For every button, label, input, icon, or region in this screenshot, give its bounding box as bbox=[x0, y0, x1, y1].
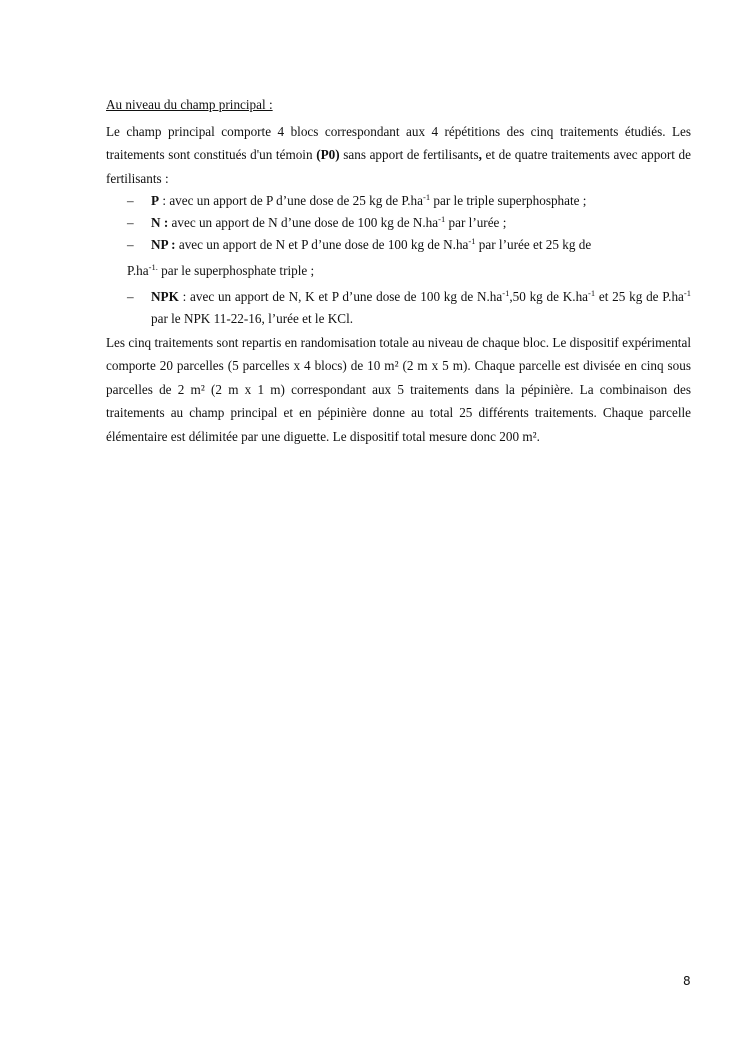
list-dash: – bbox=[127, 215, 134, 230]
exponent: -1 bbox=[468, 236, 476, 246]
control-label: (P0) bbox=[316, 147, 340, 162]
list-dash: – bbox=[127, 193, 134, 208]
exponent: -1 bbox=[438, 214, 446, 224]
exponent: -1 bbox=[423, 192, 431, 202]
intro-paragraph bbox=[106, 120, 691, 191]
list-dash: – bbox=[127, 288, 134, 304]
exponent: -1 bbox=[588, 287, 596, 298]
treatment-text: avec un apport de N d’une dose de 100 kg de N.ha bbox=[168, 215, 439, 230]
treatment-text: par l’urée et 25 kg de bbox=[475, 237, 592, 252]
exponent: -1 bbox=[683, 287, 691, 298]
treatment-text: par le NPK 11-22-16, l’urée et le KCl. bbox=[151, 310, 354, 326]
list-item-np bbox=[106, 234, 691, 256]
exponent: -1. bbox=[148, 262, 158, 272]
page-number: 8 bbox=[683, 974, 691, 988]
document-body bbox=[106, 93, 691, 448]
section-heading: Au niveau du champ principal : bbox=[106, 97, 273, 112]
intro-text-3: et de quatre traitements avec apport de fertilisants : bbox=[106, 147, 692, 186]
treatment-label: NPK bbox=[151, 288, 179, 304]
treatment-label: N : bbox=[151, 215, 169, 230]
treatment-text: par l’urée ; bbox=[445, 215, 507, 230]
intro-text-2: sans apport de fertilisants bbox=[339, 147, 479, 162]
continuation-text: P.ha bbox=[127, 263, 149, 278]
np-continuation bbox=[106, 259, 691, 283]
treatment-label: P bbox=[151, 193, 160, 208]
intro-comma: , bbox=[478, 147, 482, 162]
continuation-text: par le superphosphate triple ; bbox=[157, 263, 315, 278]
treatment-text: : avec un apport de P d’une dose de 25 kg de P.ha bbox=[159, 193, 423, 208]
treatment-list-npk bbox=[106, 286, 691, 330]
treatment-label: NP : bbox=[151, 237, 176, 252]
treatment-text: avec un apport de N et P d’une dose de 100 kg de N.ha bbox=[175, 237, 469, 252]
list-item-npk bbox=[106, 286, 691, 330]
treatment-list bbox=[106, 190, 691, 256]
treatment-text: et 25 kg de P.ha bbox=[595, 288, 684, 304]
closing-paragraph: Les cinq traitements sont repartis en randomisation totale au niveau de chaque bloc. Le dispositif expérimental comporte 20 parcelles (5 parcelles x 4 blocs) de 10 m² (2 m x 5 m). Chaque parcelle est divisée en cinq sous parcelles de 2 m² (2 m x 1 m) correspondant aux 5 traitements dans la pépinière. La combinaison des traitements au champ principal et en pépinière donne au total 25 différents traitements. Chaque parcelle élémentaire est délimitée par une diguette. Le dispositif total mesure donc 200 m². bbox=[106, 334, 691, 444]
list-dash: – bbox=[127, 237, 134, 252]
list-item-n bbox=[106, 212, 691, 234]
list-item-p bbox=[106, 190, 691, 212]
exponent: -1 bbox=[502, 287, 510, 298]
treatment-text: : avec un apport de N, K et P d’une dose de 100 kg de N.ha bbox=[178, 288, 503, 304]
intro-text-1: Le champ principal comporte 4 blocs correspondant aux 4 répétitions des cinq traitements étudiés. Les traitements sont constitués d'un témoin bbox=[106, 123, 691, 162]
treatment-text: par le triple superphosphate ; bbox=[430, 193, 587, 208]
treatment-text: ,50 kg de K.ha bbox=[509, 288, 589, 304]
